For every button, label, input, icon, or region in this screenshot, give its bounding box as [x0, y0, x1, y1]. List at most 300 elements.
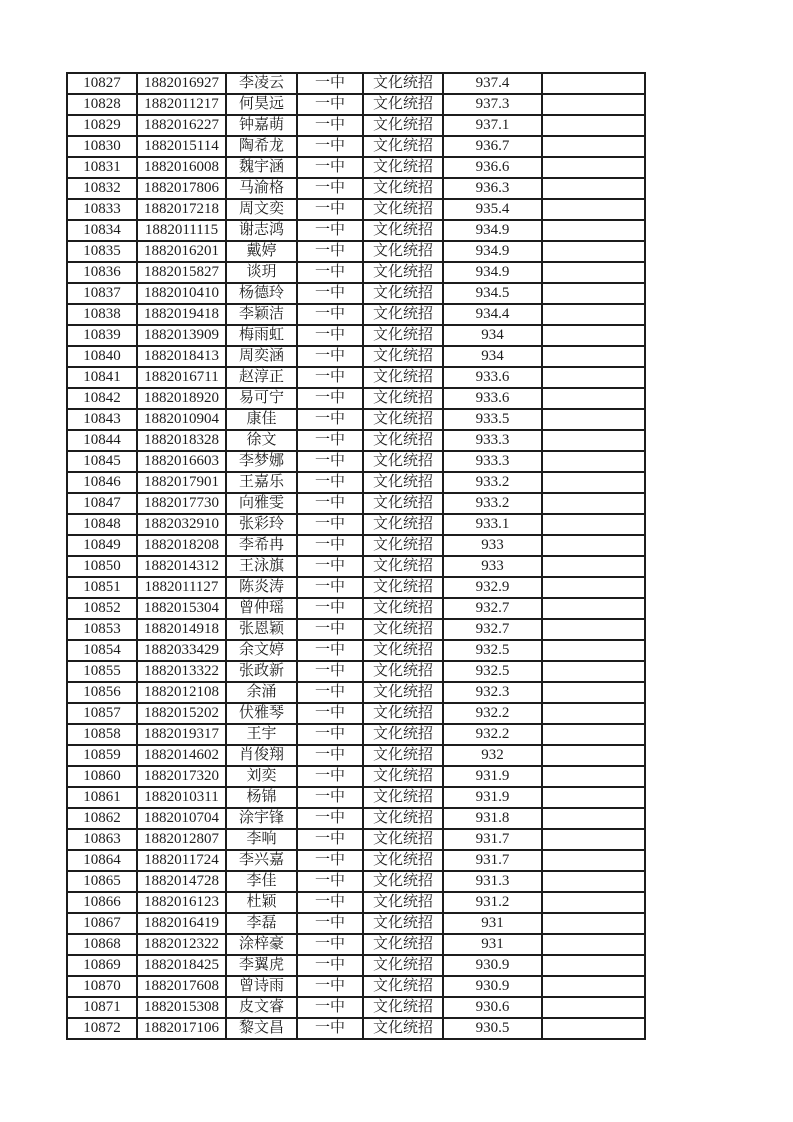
cell-student-id: 1882016123 — [137, 892, 226, 913]
cell-student-id: 1882011127 — [137, 577, 226, 598]
cell-student-id: 1882010410 — [137, 283, 226, 304]
cell-serial: 10846 — [67, 472, 137, 493]
cell-school: 一中 — [297, 220, 363, 241]
cell-student-id: 1882016603 — [137, 451, 226, 472]
cell-name: 余涌 — [226, 682, 297, 703]
cell-student-id: 1882019418 — [137, 304, 226, 325]
cell-school: 一中 — [297, 577, 363, 598]
cell-school: 一中 — [297, 997, 363, 1018]
cell-name: 张政新 — [226, 661, 297, 682]
cell-note — [542, 514, 645, 535]
cell-name: 伏雅琴 — [226, 703, 297, 724]
score-table — [66, 72, 646, 1040]
cell-score: 933.3 — [443, 451, 542, 472]
cell-serial: 10841 — [67, 367, 137, 388]
cell-note — [542, 283, 645, 304]
table-row — [67, 619, 645, 640]
cell-name: 李凌云 — [226, 73, 297, 94]
cell-name: 陈炎涛 — [226, 577, 297, 598]
table-row — [67, 892, 645, 913]
cell-score: 936.3 — [443, 178, 542, 199]
table-row — [67, 913, 645, 934]
cell-serial: 10870 — [67, 976, 137, 997]
cell-student-id: 1882010311 — [137, 787, 226, 808]
cell-score: 937.3 — [443, 94, 542, 115]
cell-serial: 10835 — [67, 241, 137, 262]
cell-admission-type: 文化统招 — [363, 997, 443, 1018]
cell-admission-type: 文化统招 — [363, 703, 443, 724]
cell-school: 一中 — [297, 514, 363, 535]
cell-school: 一中 — [297, 598, 363, 619]
cell-serial: 10861 — [67, 787, 137, 808]
cell-serial: 10827 — [67, 73, 137, 94]
cell-name: 赵淳正 — [226, 367, 297, 388]
cell-score: 931.9 — [443, 787, 542, 808]
cell-note — [542, 220, 645, 241]
cell-note — [542, 262, 645, 283]
cell-school: 一中 — [297, 892, 363, 913]
cell-admission-type: 文化统招 — [363, 346, 443, 367]
cell-school: 一中 — [297, 241, 363, 262]
cell-note — [542, 1018, 645, 1039]
cell-student-id: 1882016227 — [137, 115, 226, 136]
cell-name: 王嘉乐 — [226, 472, 297, 493]
cell-name: 徐文 — [226, 430, 297, 451]
cell-serial: 10828 — [67, 94, 137, 115]
cell-score: 936.6 — [443, 157, 542, 178]
cell-admission-type: 文化统招 — [363, 976, 443, 997]
cell-student-id: 1882015202 — [137, 703, 226, 724]
cell-score: 933.1 — [443, 514, 542, 535]
cell-serial: 10862 — [67, 808, 137, 829]
cell-admission-type: 文化统招 — [363, 493, 443, 514]
cell-student-id: 1882014312 — [137, 556, 226, 577]
cell-name: 谈玥 — [226, 262, 297, 283]
cell-score: 933.6 — [443, 367, 542, 388]
cell-admission-type: 文化统招 — [363, 745, 443, 766]
cell-school: 一中 — [297, 682, 363, 703]
cell-student-id: 1882018208 — [137, 535, 226, 556]
cell-admission-type: 文化统招 — [363, 325, 443, 346]
cell-score: 930.9 — [443, 955, 542, 976]
cell-score: 931.7 — [443, 850, 542, 871]
cell-name: 杜颖 — [226, 892, 297, 913]
cell-admission-type: 文化统招 — [363, 409, 443, 430]
cell-student-id: 1882033429 — [137, 640, 226, 661]
cell-serial: 10860 — [67, 766, 137, 787]
cell-name: 曾仲瑶 — [226, 598, 297, 619]
cell-serial: 10867 — [67, 913, 137, 934]
cell-name: 李兴嘉 — [226, 850, 297, 871]
cell-school: 一中 — [297, 955, 363, 976]
cell-name: 梅雨虹 — [226, 325, 297, 346]
cell-school: 一中 — [297, 640, 363, 661]
cell-school: 一中 — [297, 388, 363, 409]
cell-admission-type: 文化统招 — [363, 661, 443, 682]
table-row — [67, 346, 645, 367]
cell-note — [542, 472, 645, 493]
cell-admission-type: 文化统招 — [363, 472, 443, 493]
cell-serial: 10848 — [67, 514, 137, 535]
table-row — [67, 136, 645, 157]
table-row — [67, 220, 645, 241]
cell-serial: 10866 — [67, 892, 137, 913]
cell-student-id: 1882017218 — [137, 199, 226, 220]
cell-score: 930.5 — [443, 1018, 542, 1039]
cell-note — [542, 304, 645, 325]
cell-note — [542, 367, 645, 388]
cell-name: 张恩颖 — [226, 619, 297, 640]
cell-serial: 10853 — [67, 619, 137, 640]
cell-name: 张彩玲 — [226, 514, 297, 535]
table-row — [67, 367, 645, 388]
cell-note — [542, 157, 645, 178]
cell-school: 一中 — [297, 535, 363, 556]
cell-school: 一中 — [297, 409, 363, 430]
cell-note — [542, 640, 645, 661]
cell-score: 934.5 — [443, 283, 542, 304]
cell-admission-type: 文化统招 — [363, 682, 443, 703]
cell-school: 一中 — [297, 829, 363, 850]
cell-score: 932.3 — [443, 682, 542, 703]
cell-admission-type: 文化统招 — [363, 850, 443, 871]
cell-note — [542, 871, 645, 892]
cell-student-id: 1882015304 — [137, 598, 226, 619]
cell-score: 933.5 — [443, 409, 542, 430]
table-row — [67, 388, 645, 409]
table-row — [67, 640, 645, 661]
table-row — [67, 745, 645, 766]
cell-serial: 10871 — [67, 997, 137, 1018]
cell-school: 一中 — [297, 871, 363, 892]
cell-serial: 10859 — [67, 745, 137, 766]
cell-name: 余文婷 — [226, 640, 297, 661]
cell-school: 一中 — [297, 913, 363, 934]
cell-name: 谢志鸿 — [226, 220, 297, 241]
table-row — [67, 409, 645, 430]
cell-school: 一中 — [297, 136, 363, 157]
cell-serial: 10834 — [67, 220, 137, 241]
cell-serial: 10857 — [67, 703, 137, 724]
cell-note — [542, 766, 645, 787]
cell-score: 935.4 — [443, 199, 542, 220]
cell-student-id: 1882012108 — [137, 682, 226, 703]
table-body — [67, 73, 645, 1039]
table-row — [67, 115, 645, 136]
cell-note — [542, 577, 645, 598]
cell-serial: 10864 — [67, 850, 137, 871]
cell-name: 陶希龙 — [226, 136, 297, 157]
cell-name: 皮文睿 — [226, 997, 297, 1018]
cell-score: 936.7 — [443, 136, 542, 157]
cell-student-id: 1882017901 — [137, 472, 226, 493]
cell-school: 一中 — [297, 178, 363, 199]
cell-school: 一中 — [297, 1018, 363, 1039]
cell-school: 一中 — [297, 556, 363, 577]
cell-admission-type: 文化统招 — [363, 766, 443, 787]
cell-note — [542, 976, 645, 997]
cell-note — [542, 346, 645, 367]
cell-admission-type: 文化统招 — [363, 430, 443, 451]
cell-student-id: 1882017730 — [137, 493, 226, 514]
cell-school: 一中 — [297, 619, 363, 640]
cell-admission-type: 文化统招 — [363, 913, 443, 934]
cell-admission-type: 文化统招 — [363, 556, 443, 577]
cell-note — [542, 955, 645, 976]
cell-name: 刘奕 — [226, 766, 297, 787]
cell-score: 932.2 — [443, 724, 542, 745]
cell-note — [542, 829, 645, 850]
cell-score: 930.9 — [443, 976, 542, 997]
cell-serial: 10837 — [67, 283, 137, 304]
cell-student-id: 1882010904 — [137, 409, 226, 430]
table-row — [67, 808, 645, 829]
cell-admission-type: 文化统招 — [363, 598, 443, 619]
cell-name: 李梦娜 — [226, 451, 297, 472]
cell-name: 何昊远 — [226, 94, 297, 115]
cell-note — [542, 724, 645, 745]
cell-admission-type: 文化统招 — [363, 262, 443, 283]
cell-admission-type: 文化统招 — [363, 283, 443, 304]
cell-school: 一中 — [297, 73, 363, 94]
cell-admission-type: 文化统招 — [363, 73, 443, 94]
cell-score: 931.7 — [443, 829, 542, 850]
cell-name: 易可宁 — [226, 388, 297, 409]
cell-student-id: 1882019317 — [137, 724, 226, 745]
cell-school: 一中 — [297, 976, 363, 997]
cell-serial: 10845 — [67, 451, 137, 472]
cell-score: 937.1 — [443, 115, 542, 136]
cell-note — [542, 619, 645, 640]
cell-serial: 10849 — [67, 535, 137, 556]
cell-score: 934 — [443, 325, 542, 346]
cell-serial: 10842 — [67, 388, 137, 409]
cell-student-id: 1882012322 — [137, 934, 226, 955]
cell-note — [542, 241, 645, 262]
cell-score: 933.3 — [443, 430, 542, 451]
cell-score: 931.2 — [443, 892, 542, 913]
cell-school: 一中 — [297, 787, 363, 808]
cell-school: 一中 — [297, 367, 363, 388]
cell-note — [542, 913, 645, 934]
cell-name: 杨锦 — [226, 787, 297, 808]
cell-school: 一中 — [297, 661, 363, 682]
cell-serial: 10838 — [67, 304, 137, 325]
cell-note — [542, 682, 645, 703]
cell-student-id: 1882013322 — [137, 661, 226, 682]
cell-student-id: 1882018425 — [137, 955, 226, 976]
cell-score: 933.6 — [443, 388, 542, 409]
cell-serial: 10872 — [67, 1018, 137, 1039]
table-row — [67, 871, 645, 892]
table-row — [67, 955, 645, 976]
cell-score: 937.4 — [443, 73, 542, 94]
cell-student-id: 1882016419 — [137, 913, 226, 934]
table-row — [67, 514, 645, 535]
cell-serial: 10865 — [67, 871, 137, 892]
table-row — [67, 787, 645, 808]
cell-score: 934.9 — [443, 262, 542, 283]
cell-serial: 10831 — [67, 157, 137, 178]
cell-student-id: 1882011115 — [137, 220, 226, 241]
cell-score: 932 — [443, 745, 542, 766]
cell-school: 一中 — [297, 703, 363, 724]
cell-school: 一中 — [297, 724, 363, 745]
cell-school: 一中 — [297, 430, 363, 451]
cell-serial: 10863 — [67, 829, 137, 850]
cell-admission-type: 文化统招 — [363, 892, 443, 913]
table-row — [67, 157, 645, 178]
cell-name: 王泳旗 — [226, 556, 297, 577]
table-row — [67, 577, 645, 598]
cell-name: 肖俊翔 — [226, 745, 297, 766]
cell-score: 933 — [443, 556, 542, 577]
cell-name: 李响 — [226, 829, 297, 850]
cell-serial: 10829 — [67, 115, 137, 136]
cell-admission-type: 文化统招 — [363, 955, 443, 976]
cell-school: 一中 — [297, 304, 363, 325]
cell-student-id: 1882012807 — [137, 829, 226, 850]
cell-student-id: 1882014728 — [137, 871, 226, 892]
cell-admission-type: 文化统招 — [363, 829, 443, 850]
cell-serial: 10855 — [67, 661, 137, 682]
cell-note — [542, 136, 645, 157]
cell-name: 李翼虎 — [226, 955, 297, 976]
cell-student-id: 1882011217 — [137, 94, 226, 115]
cell-name: 王宇 — [226, 724, 297, 745]
cell-student-id: 1882013909 — [137, 325, 226, 346]
cell-name: 涂梓豪 — [226, 934, 297, 955]
cell-name: 周奕涵 — [226, 346, 297, 367]
cell-score: 934.9 — [443, 241, 542, 262]
cell-admission-type: 文化统招 — [363, 577, 443, 598]
cell-name: 钟嘉萌 — [226, 115, 297, 136]
cell-student-id: 1882016711 — [137, 367, 226, 388]
cell-serial: 10850 — [67, 556, 137, 577]
cell-score: 932.2 — [443, 703, 542, 724]
cell-student-id: 1882015114 — [137, 136, 226, 157]
table-row — [67, 703, 645, 724]
table-row — [67, 598, 645, 619]
cell-admission-type: 文化统招 — [363, 787, 443, 808]
cell-note — [542, 598, 645, 619]
table-row — [67, 493, 645, 514]
cell-school: 一中 — [297, 346, 363, 367]
cell-note — [542, 808, 645, 829]
cell-student-id: 1882010704 — [137, 808, 226, 829]
cell-score: 932.7 — [443, 619, 542, 640]
cell-student-id: 1882018413 — [137, 346, 226, 367]
cell-serial: 10869 — [67, 955, 137, 976]
cell-score: 931.8 — [443, 808, 542, 829]
table-row — [67, 241, 645, 262]
cell-score: 932.7 — [443, 598, 542, 619]
table-row — [67, 451, 645, 472]
cell-note — [542, 178, 645, 199]
cell-student-id: 1882018920 — [137, 388, 226, 409]
cell-student-id: 1882017608 — [137, 976, 226, 997]
cell-name: 马渝格 — [226, 178, 297, 199]
cell-name: 周文奕 — [226, 199, 297, 220]
cell-serial: 10840 — [67, 346, 137, 367]
cell-student-id: 1882016008 — [137, 157, 226, 178]
cell-name: 黎文昌 — [226, 1018, 297, 1039]
cell-student-id: 1882016927 — [137, 73, 226, 94]
cell-score: 933 — [443, 535, 542, 556]
cell-serial: 10832 — [67, 178, 137, 199]
cell-school: 一中 — [297, 934, 363, 955]
cell-admission-type: 文化统招 — [363, 514, 443, 535]
cell-note — [542, 892, 645, 913]
cell-serial: 10836 — [67, 262, 137, 283]
table-row — [67, 682, 645, 703]
cell-serial: 10839 — [67, 325, 137, 346]
cell-note — [542, 745, 645, 766]
cell-name: 李磊 — [226, 913, 297, 934]
cell-admission-type: 文化统招 — [363, 367, 443, 388]
cell-school: 一中 — [297, 157, 363, 178]
cell-name: 李颖洁 — [226, 304, 297, 325]
cell-score: 934 — [443, 346, 542, 367]
cell-name: 康佳 — [226, 409, 297, 430]
cell-admission-type: 文化统招 — [363, 808, 443, 829]
cell-student-id: 1882017806 — [137, 178, 226, 199]
cell-admission-type: 文化统招 — [363, 451, 443, 472]
cell-serial: 10856 — [67, 682, 137, 703]
cell-school: 一中 — [297, 451, 363, 472]
cell-note — [542, 850, 645, 871]
cell-serial: 10830 — [67, 136, 137, 157]
cell-school: 一中 — [297, 283, 363, 304]
cell-serial: 10847 — [67, 493, 137, 514]
cell-score: 931.9 — [443, 766, 542, 787]
cell-note — [542, 73, 645, 94]
table-row — [67, 724, 645, 745]
cell-score: 933.2 — [443, 472, 542, 493]
cell-student-id: 1882011724 — [137, 850, 226, 871]
cell-serial: 10844 — [67, 430, 137, 451]
cell-note — [542, 703, 645, 724]
cell-admission-type: 文化统招 — [363, 241, 443, 262]
cell-note — [542, 493, 645, 514]
cell-school: 一中 — [297, 472, 363, 493]
table-row — [67, 472, 645, 493]
table-row — [67, 73, 645, 94]
cell-student-id: 1882017106 — [137, 1018, 226, 1039]
table-row — [67, 829, 645, 850]
table-row — [67, 556, 645, 577]
cell-school: 一中 — [297, 766, 363, 787]
cell-name: 向雅雯 — [226, 493, 297, 514]
cell-note — [542, 934, 645, 955]
cell-name: 曾诗雨 — [226, 976, 297, 997]
cell-admission-type: 文化统招 — [363, 535, 443, 556]
cell-serial: 10851 — [67, 577, 137, 598]
cell-student-id: 1882032910 — [137, 514, 226, 535]
cell-note — [542, 388, 645, 409]
cell-note — [542, 199, 645, 220]
table-row — [67, 661, 645, 682]
cell-note — [542, 787, 645, 808]
table-row — [67, 535, 645, 556]
cell-admission-type: 文化统招 — [363, 1018, 443, 1039]
cell-admission-type: 文化统招 — [363, 115, 443, 136]
cell-admission-type: 文化统招 — [363, 304, 443, 325]
cell-score: 931 — [443, 934, 542, 955]
cell-school: 一中 — [297, 199, 363, 220]
cell-school: 一中 — [297, 850, 363, 871]
cell-name: 杨德玲 — [226, 283, 297, 304]
